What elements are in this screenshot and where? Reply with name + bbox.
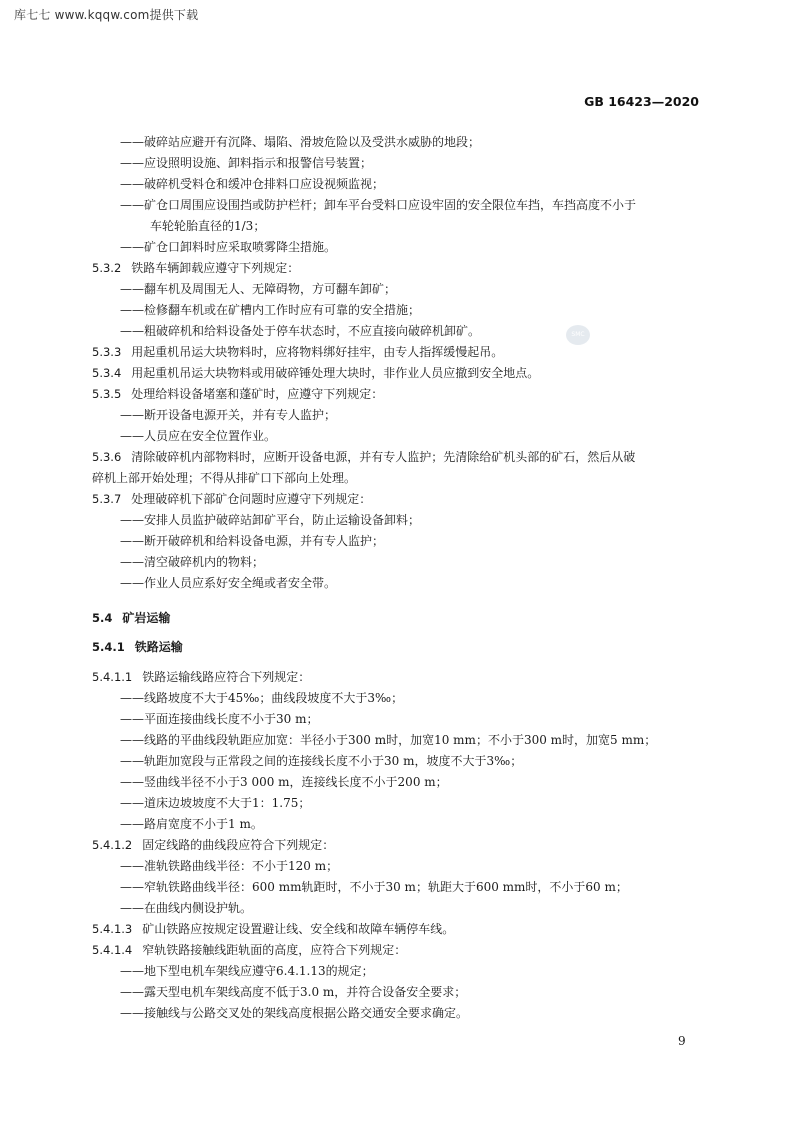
list-item: ——检修翻车机或在矿槽内工作时应有可靠的安全措施； <box>120 303 421 317</box>
list-item: ——平面连接曲线长度不小于30 m； <box>120 712 319 726</box>
list-item: ——断开破碎机和给料设备电源，并有专人监护； <box>120 534 385 548</box>
clause-5-3-7: 5.3.7 处理破碎机下部矿仓问题时应遵守下列规定： <box>92 492 372 506</box>
clause-5-4-1-3: 5.4.1.3 矿山铁路应按规定设置避让线、安全线和故障车辆停车线。 <box>92 922 455 936</box>
standard-stamp: SMC <box>566 325 590 345</box>
list-item: ——接触线与公路交叉处的架线高度根据公路交通安全要求确定。 <box>120 1006 469 1020</box>
list-item: ——破碎机受料仓和缓冲仓排料口应设视频监视； <box>120 177 385 191</box>
list-item: ——断开设备电源开关，并有专人监护； <box>120 408 337 422</box>
list-item: ——翻车机及周围无人、无障碍物，方可翻车卸矿； <box>120 282 397 296</box>
list-item: ——准轨铁路曲线半径：不小于120 m； <box>120 859 339 873</box>
list-item: ——矿仓口卸料时应采取喷雾降尘措施。 <box>120 240 337 254</box>
list-item-continuation: 车轮轮胎直径的1/3； <box>150 219 266 233</box>
list-item: ——人员应在安全位置作业。 <box>120 429 277 443</box>
clause-5-3-6: 5.3.6 清除破碎机内部物料时，应断开设备电源，并有专人监护；先清除给矿机头部的矿石，然后从破 <box>92 450 636 464</box>
list-item: ——应设照明设施、卸料指示和报警信号装置； <box>120 156 373 170</box>
list-item: ——地下型电机车架线应遵守6.4.1.13的规定； <box>120 964 374 978</box>
list-item: ——线路坡度不大于45‰；曲线段坡度不大于3‰； <box>120 691 404 705</box>
document-id: GB 16423—2020 <box>584 94 699 109</box>
clause-5-4-1-1: 5.4.1.1 铁路运输线路应符合下列规定： <box>92 670 311 684</box>
list-item: ——粗破碎机和给料设备处于停车状态时，不应直接向破碎机卸矿。 <box>120 324 481 338</box>
list-item: ——作业人员应系好安全绳或者安全带。 <box>120 576 337 590</box>
list-item: ——轨距加宽段与正常段之间的连接线长度不小于30 m，坡度不大于3‰； <box>120 754 523 768</box>
page-number: 9 <box>678 1034 686 1048</box>
list-item: ——线路的平曲线段轨距应加宽：半径小于300 m时，加宽10 mm；不小于300 m时，加宽5 mm； <box>120 733 657 747</box>
list-item: ——道床边坡坡度不大于1：1.75； <box>120 796 311 810</box>
list-item: ——安排人员监护破碎站卸矿平台，防止运输设备卸料； <box>120 513 421 527</box>
list-item: ——清空破碎机内的物料； <box>120 555 265 569</box>
list-item: ——窄轨铁路曲线半径：600 mm轨距时，不小于30 m；轨距大于600 mm时，不小于60 m； <box>120 880 628 894</box>
section-5-4-heading: 5.4 矿岩运输 <box>92 611 171 625</box>
list-item: ——矿仓口周围应设围挡或防护栏杆；卸车平台受料口应设牢固的安全限位车挡，车挡高度不小于 <box>120 198 637 212</box>
clause-5-3-3: 5.3.3 用起重机吊运大块物料时，应将物料绑好挂牢，由专人指挥缓慢起吊。 <box>92 345 504 359</box>
list-item: ——在曲线内侧设护轨。 <box>120 901 253 915</box>
section-5-4-1-heading: 5.4.1 铁路运输 <box>92 640 183 654</box>
clause-5-3-4: 5.3.4 用起重机吊运大块物料或用破碎锤处理大块时，非作业人员应撤到安全地点。 <box>92 366 540 380</box>
clause-5-4-1-2: 5.4.1.2 固定线路的曲线段应符合下列规定： <box>92 838 335 852</box>
list-item: ——破碎站应避开有沉降、塌陷、滑坡危险以及受洪水威胁的地段； <box>120 135 481 149</box>
list-item: ——竖曲线半径不小于3 000 m，连接线长度不小于200 m； <box>120 775 448 789</box>
clause-continuation: 碎机上部开始处理；不得从排矿口下部向上处理。 <box>92 471 357 485</box>
list-item: ——路肩宽度不小于1 m。 <box>120 817 263 831</box>
list-item: ——露天型电机车架线高度不低于3.0 m，并符合设备安全要求； <box>120 985 467 999</box>
clause-5-3-5: 5.3.5 处理给料设备堵塞和蓬矿时，应遵守下列规定： <box>92 387 384 401</box>
watermark: 库七七 www.kqqw.com提供下载 <box>14 8 199 22</box>
clause-5-4-1-4: 5.4.1.4 窄轨铁路接触线距轨面的高度，应符合下列规定： <box>92 943 407 957</box>
clause-5-3-2: 5.3.2 铁路车辆卸载应遵守下列规定： <box>92 261 300 275</box>
